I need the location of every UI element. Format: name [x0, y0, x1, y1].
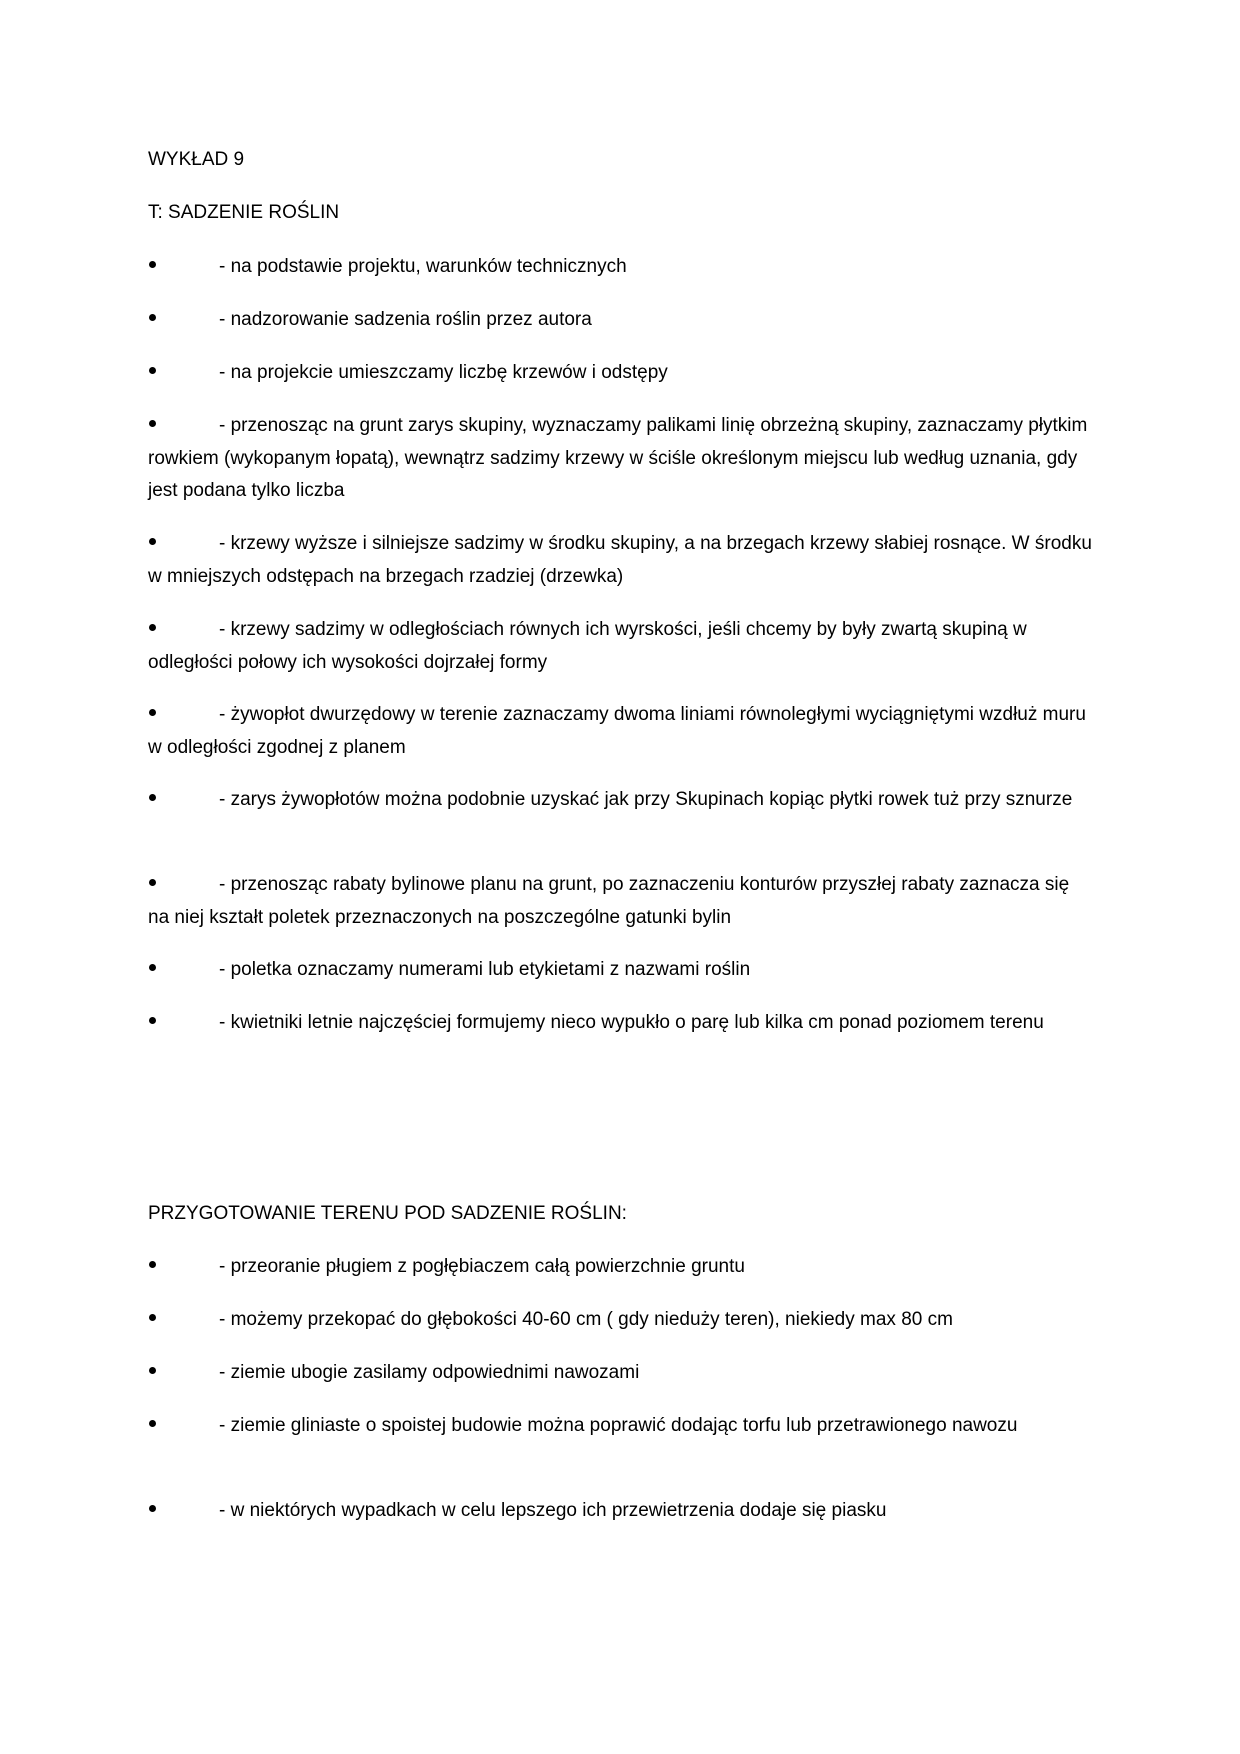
bullet-icon [148, 304, 219, 337]
list-item [148, 304, 1093, 337]
list-item [148, 784, 1093, 817]
bullet-icon [148, 1357, 219, 1390]
list-item [148, 1410, 1093, 1443]
bullet-icon [148, 614, 219, 647]
list-item-text: - krzewy wyższe i silniejsze sadzimy w środku skupiny, a na brzegach krzewy słabiej rosnące. W środku w mniejszych odstępach na brzegach rzadziej (drzewka) [148, 533, 1092, 587]
list-item [148, 1007, 1093, 1040]
topic-heading: T: SADZENIE ROŚLIN [148, 202, 340, 223]
bullet-icon [148, 954, 219, 987]
list-item [148, 1251, 1093, 1284]
bullet-icon [148, 699, 219, 732]
list-item-text: - żywopłot dwurzędowy w terenie zaznaczamy dwoma liniami równoległymi wyciągniętymi wzdłuż muru w odległości zgodnej z planem [148, 704, 1086, 758]
list-item [148, 699, 1093, 764]
bullet-icon [148, 251, 219, 284]
bullet-icon [148, 1251, 219, 1284]
bullet-icon [148, 1410, 219, 1443]
list-item-text: - w niektórych wypadkach w celu lepszego ich przewietrzenia dodaje się piasku [219, 1500, 887, 1521]
list-item-text: - przeoranie pługiem z pogłębiaczem całą powierzchnie gruntu [219, 1256, 745, 1277]
list-item [148, 357, 1093, 390]
bullet-icon [148, 869, 219, 902]
list-item-text: - na projekcie umieszczamy liczbę krzewów i odstępy [219, 362, 668, 383]
list-item [148, 869, 1093, 934]
list-item [148, 528, 1093, 593]
list-item-text: - na podstawie projektu, warunków technicznych [219, 256, 627, 277]
list-item-text: - przenosząc na grunt zarys skupiny, wyznaczamy palikami linię obrzeżną skupiny, zaznaczamy płytkim rowkiem (wykopanym łopatą), wewnątrz sadzimy krzewy w ściśle określonym miejscu lub według uznania, gdy jest podana tylko liczba [148, 415, 1088, 501]
section-heading: PRZYGOTOWANIE TERENU POD SADZENIE ROŚLIN: [148, 1203, 627, 1224]
bullet-icon [148, 357, 219, 390]
list-item-text: - ziemie gliniaste o spoistej budowie można poprawić dodając torfu lub przetrawionego nawozu [219, 1415, 1018, 1436]
bullet-icon [148, 410, 219, 443]
list-item [148, 954, 1093, 987]
list-item-text: - poletka oznaczamy numerami lub etykietami z nazwami roślin [219, 959, 751, 980]
document-title: WYKŁAD 9 [148, 149, 245, 170]
list-item [148, 1495, 1093, 1528]
bullet-icon [148, 1007, 219, 1040]
list-item-text: - nadzorowanie sadzenia roślin przez autora [219, 309, 592, 330]
bullet-icon [148, 528, 219, 561]
bullet-icon [148, 784, 219, 817]
bullet-icon [148, 1304, 219, 1337]
list-item [148, 1304, 1093, 1337]
list-item [148, 1357, 1093, 1390]
list-item-text: - przenosząc rabaty bylinowe planu na grunt, po zaznaczeniu konturów przyszłej rabaty zaznacza się na niej kształt poletek przeznaczonych na poszczególne gatunki bylin [148, 874, 1070, 928]
list-item-text: - ziemie ubogie zasilamy odpowiednimi nawozami [219, 1362, 640, 1383]
list-item [148, 251, 1093, 284]
list-item-text: - zarys żywopłotów można podobnie uzyskać jak przy Skupinach kopiąc płytki rowek tuż przy sznurze [219, 789, 1073, 810]
list-item-text: - możemy przekopać do głębokości 40-60 cm ( gdy nieduży teren), niekiedy max 80 cm [219, 1309, 953, 1330]
list-item [148, 614, 1093, 679]
list-item-text: - krzewy sadzimy w odległościach równych ich wyrskości, jeśli chcemy by były zwartą skupiną w odległości połowy ich wysokości dojrzałej formy [148, 619, 1027, 673]
bullet-icon [148, 1495, 219, 1528]
list-item-text: - kwietniki letnie najczęściej formujemy nieco wypukło o parę lub kilka cm ponad poziomem terenu [219, 1012, 1044, 1033]
list-item [148, 410, 1093, 508]
